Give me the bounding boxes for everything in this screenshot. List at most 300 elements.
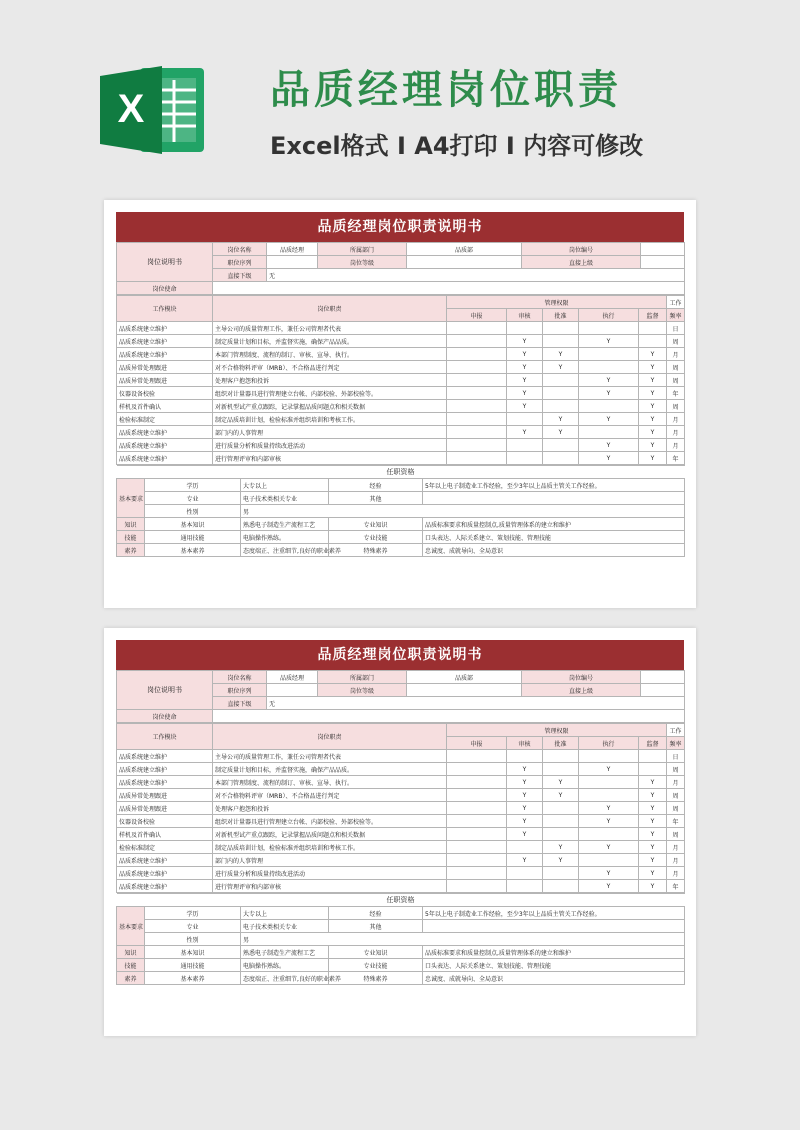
permission-mark-cell[interactable] [447, 374, 507, 387]
skill-label: 技能 [117, 531, 145, 544]
permission-mark-cell[interactable] [579, 828, 639, 841]
mgmt-header: 管理权限 [447, 724, 667, 737]
permission-mark-cell[interactable] [543, 802, 579, 815]
permission-mark-cell[interactable]: Y [579, 815, 639, 828]
duty-row [117, 426, 685, 439]
duty-row [117, 348, 685, 361]
duty-row [117, 867, 685, 880]
superior-value[interactable] [641, 684, 685, 697]
duty-module-cell[interactable]: 品质系统建立维护 [117, 880, 213, 893]
permission-mark-cell[interactable]: Y [507, 815, 543, 828]
job-description-document [116, 640, 684, 985]
duty-row [117, 439, 685, 452]
permission-mark-cell[interactable]: Y [639, 880, 667, 893]
duty-module-cell[interactable]: 品质异常处理跟进 [117, 361, 213, 374]
permission-mark-cell[interactable] [507, 452, 543, 465]
permission-mark-cell[interactable] [447, 400, 507, 413]
perm-col-header: 执行 [579, 737, 639, 750]
post-no-label: 岗位编号 [522, 671, 641, 684]
duty-text-cell[interactable]: 制定质量计划和目标，并监督实施，确保产品品质。 [213, 335, 447, 348]
duty-module-cell[interactable]: 品质系统建立维护 [117, 426, 213, 439]
duty-module-cell[interactable]: 品质系统建立维护 [117, 335, 213, 348]
permission-mark-cell[interactable] [447, 802, 507, 815]
sheet-preview-2 [104, 628, 696, 1036]
pro-knowledge-value[interactable]: 品质标准要求和质量控制点,质量管理体系的建立和维护 [423, 946, 685, 959]
duty-frequency-cell[interactable]: 月 [667, 854, 685, 867]
post-name-value[interactable]: 品质经理 [267, 243, 318, 256]
duty-module-cell[interactable]: 品质系统建立维护 [117, 750, 213, 763]
experience-value[interactable]: 5年以上电子制造业工作经验，至少3年以上品质主管关工作经验。 [423, 907, 685, 920]
permission-mark-cell[interactable]: Y [507, 361, 543, 374]
permission-mark-cell[interactable] [447, 426, 507, 439]
basic-knowledge-label: 基本知识 [145, 518, 241, 531]
gender-value[interactable]: 男 [241, 505, 685, 518]
major-label: 专业 [145, 492, 241, 505]
perm-col-header: 执行 [579, 309, 639, 322]
permission-mark-cell[interactable] [447, 815, 507, 828]
grade-value[interactable] [407, 684, 522, 697]
permission-mark-cell[interactable] [579, 322, 639, 335]
duty-module-cell[interactable]: 品质系统建立维护 [117, 776, 213, 789]
duty-frequency-cell[interactable]: 月 [667, 867, 685, 880]
permission-mark-cell[interactable]: Y [639, 374, 667, 387]
pro-skill-label: 专业技能 [329, 959, 423, 972]
duty-module-cell[interactable]: 品质系统建立维护 [117, 763, 213, 776]
duty-text-cell[interactable]: 对新机型试产重点跟踪，记录掌握品质问题点和相关数据 [213, 400, 447, 413]
permission-mark-cell[interactable] [447, 828, 507, 841]
permission-mark-cell[interactable] [543, 867, 579, 880]
work-header: 工作 [667, 296, 685, 309]
perm-col-header: 批准 [543, 309, 579, 322]
permission-mark-cell[interactable]: Y [507, 400, 543, 413]
permission-mark-cell[interactable] [543, 452, 579, 465]
quality-label: 素养 [117, 972, 145, 985]
page-subtitle: Excel格式 Ⅰ A4打印 Ⅰ 内容可修改 [270, 132, 644, 160]
basic-info-table [116, 670, 685, 723]
document-title: 品质经理岗位职责说明书 [116, 640, 684, 670]
experience-value[interactable]: 5年以上电子制造业工作经验，至少3年以上品质主管关工作经验。 [423, 479, 685, 492]
permission-mark-cell[interactable] [447, 413, 507, 426]
sheet-preview-1 [104, 200, 696, 608]
permission-mark-cell[interactable] [579, 789, 639, 802]
permission-mark-cell[interactable] [447, 750, 507, 763]
duty-text-cell[interactable]: 部门内的人事管理 [213, 426, 447, 439]
major-value[interactable]: 电子技术类相关专业 [241, 492, 329, 505]
permission-mark-cell[interactable]: Y [639, 867, 667, 880]
basic-quality-label: 基本素养 [145, 972, 241, 985]
dept-value[interactable]: 品质部 [407, 671, 522, 684]
permission-mark-cell[interactable] [579, 426, 639, 439]
permission-mark-cell[interactable] [543, 439, 579, 452]
duty-row [117, 750, 685, 763]
permission-mark-cell[interactable] [543, 828, 579, 841]
permission-mark-cell[interactable]: Y [507, 776, 543, 789]
perm-col-header: 审核 [507, 737, 543, 750]
permission-mark-cell[interactable]: Y [579, 374, 639, 387]
permission-mark-cell[interactable] [543, 763, 579, 776]
mgmt-header: 管理权限 [447, 296, 667, 309]
module-header: 工作模块 [117, 724, 213, 750]
permission-mark-cell[interactable]: Y [639, 828, 667, 841]
dept-value[interactable]: 品质部 [407, 243, 522, 256]
permission-mark-cell[interactable] [543, 335, 579, 348]
permission-mark-cell[interactable]: Y [579, 802, 639, 815]
permission-mark-cell[interactable]: Y [579, 439, 639, 452]
duty-module-cell[interactable]: 品质异常处理跟进 [117, 802, 213, 815]
duty-frequency-cell[interactable]: 月 [667, 348, 685, 361]
duty-text-cell[interactable]: 对不合格物料评审（MRB）、不合格品进行判定 [213, 789, 447, 802]
gender-label: 性别 [145, 933, 241, 946]
duty-text-cell[interactable]: 主导公司的质量管理工作，兼任公司管理者代表 [213, 322, 447, 335]
other-value[interactable] [423, 492, 685, 505]
duty-row [117, 854, 685, 867]
basic-knowledge-value[interactable]: 熟悉电子制造生产流程工艺 [241, 518, 329, 531]
permission-mark-cell[interactable]: Y [507, 763, 543, 776]
duty-row [117, 815, 685, 828]
special-quality-value[interactable]: 忠诚度、成就导向、全局意识 [423, 972, 685, 985]
permission-mark-cell[interactable]: Y [639, 776, 667, 789]
permission-mark-cell[interactable] [507, 867, 543, 880]
permission-mark-cell[interactable]: Y [579, 841, 639, 854]
general-skill-value[interactable]: 电脑操作熟练。 [241, 959, 329, 972]
duties-body [117, 296, 685, 465]
duty-text-cell[interactable]: 进行管理评审和内部审核 [213, 452, 447, 465]
permission-mark-cell[interactable]: Y [639, 361, 667, 374]
permission-mark-cell[interactable] [507, 750, 543, 763]
duty-module-cell[interactable]: 品质系统建立维护 [117, 867, 213, 880]
duty-module-cell[interactable]: 品质系统建立维护 [117, 348, 213, 361]
permission-mark-cell[interactable]: Y [543, 413, 579, 426]
level-value[interactable] [267, 256, 318, 269]
duty-header: 岗位职责 [213, 296, 447, 322]
duty-row [117, 361, 685, 374]
duty-text-cell[interactable]: 制定品质培训计划，检验标准并组织培训和考核工作。 [213, 413, 447, 426]
permission-mark-cell[interactable]: Y [543, 426, 579, 439]
permission-mark-cell[interactable]: Y [507, 426, 543, 439]
duty-module-cell[interactable]: 品质系统建立维护 [117, 322, 213, 335]
permission-mark-cell[interactable]: Y [543, 361, 579, 374]
pro-knowledge-label: 专业知识 [329, 518, 423, 531]
perm-col-header: 审核 [507, 309, 543, 322]
permission-mark-cell[interactable]: Y [543, 854, 579, 867]
permission-mark-cell[interactable]: Y [507, 387, 543, 400]
permission-mark-cell[interactable]: Y [507, 854, 543, 867]
work-header: 工作 [667, 724, 685, 737]
document-title: 品质经理岗位职责说明书 [116, 212, 684, 242]
permission-mark-cell[interactable] [447, 867, 507, 880]
basic-quality-label: 基本素养 [145, 544, 241, 557]
other-value[interactable] [423, 920, 685, 933]
grade-value[interactable] [407, 256, 522, 269]
permission-mark-cell[interactable] [543, 815, 579, 828]
permission-mark-cell[interactable] [447, 776, 507, 789]
permission-mark-cell[interactable]: Y [639, 854, 667, 867]
special-quality-label: 特殊素养 [329, 972, 423, 985]
permission-mark-cell[interactable]: Y [507, 789, 543, 802]
permission-mark-cell[interactable] [507, 413, 543, 426]
duty-text-cell[interactable]: 对新机型试产重点跟踪，记录掌握品质问题点和相关数据 [213, 828, 447, 841]
permission-mark-cell[interactable]: Y [639, 815, 667, 828]
permission-mark-cell[interactable] [447, 880, 507, 893]
pro-skill-label: 专业技能 [329, 531, 423, 544]
permission-mark-cell[interactable]: Y [507, 348, 543, 361]
permission-mark-cell[interactable] [447, 452, 507, 465]
duty-frequency-cell[interactable]: 周 [667, 374, 685, 387]
post-no-value[interactable] [641, 671, 685, 684]
permission-mark-cell[interactable] [579, 750, 639, 763]
superior-value[interactable] [641, 256, 685, 269]
duty-text-cell[interactable]: 本部门管理制度、流程的制订、审核、宣导、执行。 [213, 776, 447, 789]
permission-mark-cell[interactable]: Y [579, 335, 639, 348]
duties-body [117, 724, 685, 893]
permission-mark-cell[interactable] [639, 335, 667, 348]
duty-row [117, 322, 685, 335]
duty-module-cell[interactable]: 检验标准制定 [117, 841, 213, 854]
duty-frequency-cell[interactable]: 周 [667, 828, 685, 841]
pro-skill-value[interactable]: 口头表达、人际关系建立、策划技能、管理技能 [423, 531, 685, 544]
permission-mark-cell[interactable] [507, 322, 543, 335]
duty-frequency-cell[interactable]: 周 [667, 361, 685, 374]
permission-mark-cell[interactable]: Y [543, 789, 579, 802]
permission-mark-cell[interactable] [639, 750, 667, 763]
module-header: 工作模块 [117, 296, 213, 322]
grade-label: 岗位等级 [318, 684, 407, 697]
basic-quality-value[interactable]: 态度端正、注重细节,良好的职业素养 [241, 972, 329, 985]
level-label: 职位序列 [213, 256, 267, 269]
permission-mark-cell[interactable]: Y [543, 776, 579, 789]
duty-frequency-cell[interactable]: 年 [667, 452, 685, 465]
duty-module-cell[interactable]: 品质系统建立维护 [117, 854, 213, 867]
duty-row [117, 452, 685, 465]
permission-mark-cell[interactable] [543, 750, 579, 763]
permission-mark-cell[interactable]: Y [639, 426, 667, 439]
permission-mark-cell[interactable] [447, 841, 507, 854]
permission-mark-cell[interactable] [543, 880, 579, 893]
dept-label: 所属部门 [318, 671, 407, 684]
duty-module-cell[interactable]: 样机及首件确认 [117, 400, 213, 413]
duty-row [117, 374, 685, 387]
duty-module-cell[interactable]: 品质异常处理跟进 [117, 789, 213, 802]
gender-value[interactable]: 男 [241, 933, 685, 946]
duty-module-cell[interactable]: 品质异常处理跟进 [117, 374, 213, 387]
permission-mark-cell[interactable] [543, 400, 579, 413]
duty-module-cell[interactable]: 仪器设备校验 [117, 387, 213, 400]
permission-mark-cell[interactable] [447, 335, 507, 348]
duty-text-cell[interactable]: 进行质量分析和质量持续改进活动 [213, 439, 447, 452]
duty-module-cell[interactable]: 仪器设备校验 [117, 815, 213, 828]
freq-header: 频率 [667, 737, 685, 750]
other-label: 其他 [329, 492, 423, 505]
post-name-label: 岗位名称 [213, 671, 267, 684]
permission-mark-cell[interactable] [507, 880, 543, 893]
knowledge-label: 知识 [117, 518, 145, 531]
duty-text-cell[interactable]: 部门内的人事管理 [213, 854, 447, 867]
permission-mark-cell[interactable]: Y [639, 841, 667, 854]
permission-mark-cell[interactable]: Y [639, 439, 667, 452]
permission-mark-cell[interactable] [579, 776, 639, 789]
permission-mark-cell[interactable] [543, 322, 579, 335]
duty-frequency-cell[interactable]: 日 [667, 750, 685, 763]
permission-mark-cell[interactable]: Y [507, 828, 543, 841]
grade-label: 岗位等级 [318, 256, 407, 269]
general-skill-value[interactable]: 电脑操作熟练。 [241, 531, 329, 544]
duty-text-cell[interactable]: 处理客户抱怨和投诉 [213, 802, 447, 815]
general-skill-label: 通用技能 [145, 531, 241, 544]
duty-text-cell[interactable]: 处理客户抱怨和投诉 [213, 374, 447, 387]
post-no-label: 岗位编号 [522, 243, 641, 256]
duty-frequency-cell[interactable]: 周 [667, 789, 685, 802]
perm-col-header: 监督 [639, 737, 667, 750]
permission-mark-cell[interactable] [543, 387, 579, 400]
permission-mark-cell[interactable] [639, 763, 667, 776]
duty-header: 岗位职责 [213, 724, 447, 750]
qualification-table [116, 465, 685, 557]
perm-col-header: 申报 [447, 737, 507, 750]
duty-row [117, 387, 685, 400]
duty-text-cell[interactable]: 制定质量计划和目标，并监督实施，确保产品品质。 [213, 763, 447, 776]
permission-mark-cell[interactable]: Y [579, 867, 639, 880]
permission-mark-cell[interactable]: Y [579, 763, 639, 776]
duty-frequency-cell[interactable]: 周 [667, 763, 685, 776]
major-value[interactable]: 电子技术类相关专业 [241, 920, 329, 933]
duty-text-cell[interactable]: 组织对计量器具进行管理建立台帐、内部校验、外部校验等。 [213, 387, 447, 400]
mission-value[interactable] [213, 282, 685, 295]
permission-mark-cell[interactable]: Y [543, 348, 579, 361]
permission-mark-cell[interactable] [447, 763, 507, 776]
duty-frequency-cell[interactable]: 年 [667, 880, 685, 893]
superior-label: 直接上级 [522, 256, 641, 269]
duty-frequency-cell[interactable]: 年 [667, 387, 685, 400]
permission-mark-cell[interactable] [447, 361, 507, 374]
permission-mark-cell[interactable]: Y [507, 802, 543, 815]
basic-quality-value[interactable]: 态度端正、注重细节,良好的职业素养 [241, 544, 329, 557]
permission-mark-cell[interactable] [447, 854, 507, 867]
subordinate-value[interactable]: 无 [267, 269, 685, 282]
perm-col-header: 监督 [639, 309, 667, 322]
duty-text-cell[interactable]: 制定品质培训计划，检验标准并组织培训和考核工作。 [213, 841, 447, 854]
permission-mark-cell[interactable] [639, 322, 667, 335]
duty-row [117, 802, 685, 815]
permission-mark-cell[interactable] [447, 789, 507, 802]
duty-text-cell[interactable]: 进行管理评审和内部审核 [213, 880, 447, 893]
duty-frequency-cell[interactable]: 月 [667, 413, 685, 426]
permission-mark-cell[interactable] [447, 322, 507, 335]
permission-mark-cell[interactable] [507, 439, 543, 452]
permission-mark-cell[interactable] [447, 387, 507, 400]
duty-text-cell[interactable]: 本部门管理制度、流程的制订、审核、宣导、执行。 [213, 348, 447, 361]
duties-table [116, 723, 685, 893]
duty-frequency-cell[interactable]: 日 [667, 322, 685, 335]
duty-row [117, 413, 685, 426]
duty-frequency-cell[interactable]: 月 [667, 776, 685, 789]
duty-text-cell[interactable]: 进行质量分析和质量持续改进活动 [213, 867, 447, 880]
duty-frequency-cell[interactable]: 月 [667, 426, 685, 439]
permission-mark-cell[interactable]: Y [639, 802, 667, 815]
permission-mark-cell[interactable] [507, 841, 543, 854]
duty-row [117, 880, 685, 893]
mission-value[interactable] [213, 710, 685, 723]
permission-mark-cell[interactable]: Y [507, 374, 543, 387]
permission-mark-cell[interactable]: Y [639, 452, 667, 465]
pro-skill-value[interactable]: 口头表达、人际关系建立、策划技能、管理技能 [423, 959, 685, 972]
permission-mark-cell[interactable]: Y [639, 413, 667, 426]
duty-row [117, 776, 685, 789]
duty-frequency-cell[interactable]: 年 [667, 815, 685, 828]
level-value[interactable] [267, 684, 318, 697]
permission-mark-cell[interactable]: Y [579, 413, 639, 426]
special-quality-label: 特殊素养 [329, 544, 423, 557]
post-no-value[interactable] [641, 243, 685, 256]
qualification-title: 任职资格 [117, 894, 685, 907]
permission-mark-cell[interactable] [579, 361, 639, 374]
duty-text-cell[interactable]: 主导公司的质量管理工作，兼任公司管理者代表 [213, 750, 447, 763]
permission-mark-cell[interactable] [579, 854, 639, 867]
permission-mark-cell[interactable]: Y [579, 387, 639, 400]
duty-frequency-cell[interactable]: 月 [667, 439, 685, 452]
permission-mark-cell[interactable]: Y [579, 452, 639, 465]
duties-table [116, 295, 685, 465]
level-label: 职位序列 [213, 684, 267, 697]
duty-text-cell[interactable]: 组织对计量器具进行管理建立台帐、内部校验、外部校验等。 [213, 815, 447, 828]
duty-module-cell[interactable]: 检验标准制定 [117, 413, 213, 426]
permission-mark-cell[interactable]: Y [507, 335, 543, 348]
permission-mark-cell[interactable]: Y [639, 348, 667, 361]
permission-mark-cell[interactable]: Y [639, 400, 667, 413]
subordinate-value[interactable]: 无 [267, 697, 685, 710]
education-value[interactable]: 大专以上 [241, 907, 329, 920]
job-desc-label: 岗位说明书 [117, 671, 213, 710]
general-skill-label: 通用技能 [145, 959, 241, 972]
permission-mark-cell[interactable]: Y [639, 789, 667, 802]
dept-label: 所属部门 [318, 243, 407, 256]
permission-mark-cell[interactable] [579, 400, 639, 413]
duty-module-cell[interactable]: 品质系统建立维护 [117, 439, 213, 452]
job-desc-label: 岗位说明书 [117, 243, 213, 282]
experience-label: 经验 [329, 907, 423, 920]
page-title: 品质经理岗位职责 [270, 67, 622, 113]
permission-mark-cell[interactable] [543, 374, 579, 387]
basic-knowledge-value[interactable]: 熟悉电子制造生产流程工艺 [241, 946, 329, 959]
duty-module-cell[interactable]: 样机及首件确认 [117, 828, 213, 841]
permission-mark-cell[interactable] [579, 348, 639, 361]
permission-mark-cell[interactable] [447, 439, 507, 452]
basic-knowledge-label: 基本知识 [145, 946, 241, 959]
post-name-value[interactable]: 品质经理 [267, 671, 318, 684]
duty-frequency-cell[interactable]: 月 [667, 841, 685, 854]
major-label: 专业 [145, 920, 241, 933]
duty-frequency-cell[interactable]: 周 [667, 400, 685, 413]
permission-mark-cell[interactable]: Y [639, 387, 667, 400]
duty-frequency-cell[interactable]: 周 [667, 335, 685, 348]
skill-label: 技能 [117, 959, 145, 972]
special-quality-value[interactable]: 忠诚度、成就导向、全局意识 [423, 544, 685, 557]
pro-knowledge-value[interactable]: 品质标准要求和质量控制点,质量管理体系的建立和维护 [423, 518, 685, 531]
duty-frequency-cell[interactable]: 周 [667, 802, 685, 815]
other-label: 其他 [329, 920, 423, 933]
permission-mark-cell[interactable] [447, 348, 507, 361]
education-label: 学历 [145, 479, 241, 492]
duty-text-cell[interactable]: 对不合格物料评审（MRB）、不合格品进行判定 [213, 361, 447, 374]
permission-mark-cell[interactable]: Y [543, 841, 579, 854]
permission-mark-cell[interactable]: Y [579, 880, 639, 893]
mission-label: 岗位使命 [117, 282, 213, 295]
education-value[interactable]: 大专以上 [241, 479, 329, 492]
basic-req-label: 基本要求 [117, 907, 145, 946]
post-name-label: 岗位名称 [213, 243, 267, 256]
duty-module-cell[interactable]: 品质系统建立维护 [117, 452, 213, 465]
experience-label: 经验 [329, 479, 423, 492]
duty-row [117, 789, 685, 802]
